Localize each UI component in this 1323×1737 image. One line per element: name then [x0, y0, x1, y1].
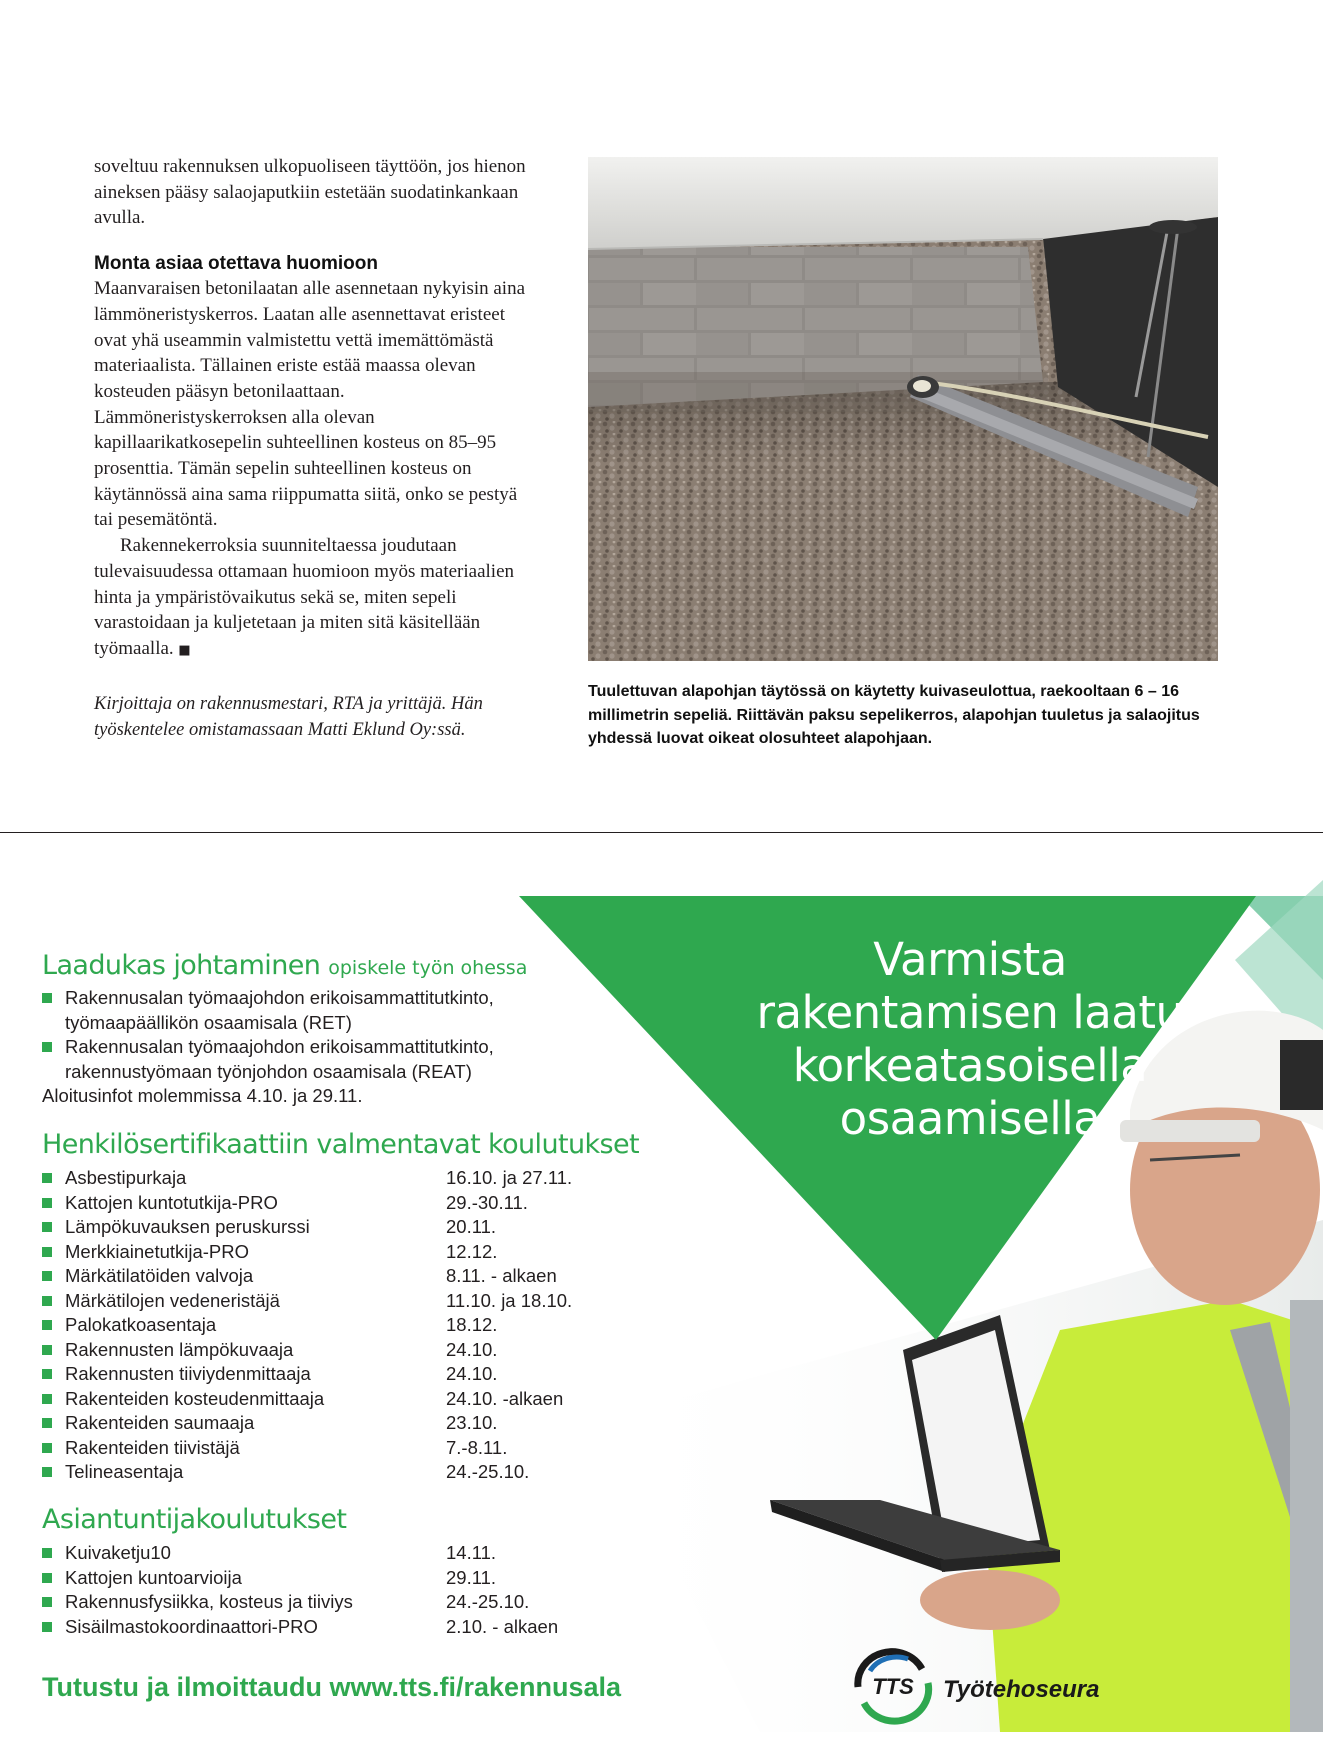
course-row — [42, 1289, 642, 1314]
bullet-icon — [42, 1320, 52, 1330]
course-name: Rakennusfysiikka, kosteus ja tiiviys — [65, 1591, 353, 1612]
course-row — [42, 1313, 642, 1338]
logo-mark: TTS — [872, 1674, 914, 1699]
bullet-icon — [42, 1271, 52, 1281]
list-item-continuation: rakennustyömaan työnjohdon osaamisala (REAT) — [65, 1060, 472, 1082]
course-name: Rakenteiden saumaaja — [65, 1412, 255, 1433]
author-note: Kirjoittaja on rakennusmestari, RTA ja yrittäjä. Hän työskentelee omistamassaan Matti Eklund Oy:ssä. — [94, 694, 483, 740]
course-name: Märkätilojen vedeneristäjä — [65, 1289, 280, 1311]
bullet-icon — [42, 1369, 52, 1379]
end-mark: ■ — [178, 642, 191, 658]
bullet-icon — [42, 1394, 52, 1404]
course-row — [42, 1566, 642, 1591]
article-subheading: Monta asiaa otettava huomioon — [94, 253, 378, 275]
bullet-icon — [42, 1345, 52, 1355]
course-row — [42, 1590, 642, 1615]
article-paragraph: Rakennekerroksia suunniteltaessa joudutaan tulevaisuudessa ottamaan huomioon myös materiaalien hinta ja ympäristövaikutus sekä se, miten sepeli varastoidaan ja kuljetetaan ja miten sitä käsitellään työmaalla. ■ — [94, 535, 515, 659]
course-row — [42, 1411, 642, 1436]
course-row — [42, 1460, 642, 1485]
expert-course-list — [42, 1541, 642, 1639]
course-date: 29.11. — [446, 1566, 497, 1588]
crawlspace-photo — [588, 157, 1218, 661]
course-date: 11.10. ja 18.10. — [446, 1289, 573, 1311]
course-row — [42, 1436, 642, 1461]
course-name: Merkkiainetutkija-PRO — [65, 1240, 250, 1262]
course-date: 16.10. ja 27.11. — [446, 1167, 573, 1188]
bullet-icon — [42, 1467, 52, 1477]
course-row — [42, 1615, 642, 1640]
course-row — [42, 1191, 642, 1216]
course-name: Märkätilatöiden valvoja — [65, 1265, 254, 1286]
info-note: Aloitusinfot molemmissa 4.10. ja 29.11. — [42, 1085, 363, 1106]
course-name: Asbestipurkaja — [65, 1167, 187, 1188]
course-name: Rakennusten tiiviydenmittaaja — [65, 1363, 311, 1384]
course-name: Lämpökuvauksen peruskurssi — [65, 1216, 310, 1237]
bullet-icon — [42, 1418, 52, 1428]
course-name: Rakenteiden tiivistäjä — [65, 1436, 240, 1458]
bullet-icon — [42, 1573, 52, 1583]
course-name: Kattojen kuntoarvioija — [65, 1566, 242, 1588]
course-date: 8.11. - alkaen — [446, 1265, 557, 1286]
bullet-icon — [42, 1173, 52, 1183]
course-row — [42, 1387, 642, 1412]
course-date: 24.10. — [446, 1338, 498, 1360]
article-paragraph: soveltuu rakennuksen ulkopuoliseen täyttöön, jos hienon aineksen pääsy salaojaputkiin estetään suodatinkankaan avulla. — [94, 156, 526, 229]
list-item: Rakennusalan työmaajohdon erikoisammattitutkinto, — [42, 1035, 494, 1060]
course-name: Sisäilmastokoordinaattori-PRO — [65, 1615, 318, 1637]
certificate-course-list — [42, 1166, 642, 1485]
bullet-icon — [42, 1622, 52, 1632]
bullet-icon — [42, 1597, 52, 1607]
course-date: 12.12. — [446, 1240, 498, 1262]
course-date: 23.10. — [446, 1412, 498, 1433]
course-date: 29.-30.11. — [446, 1191, 528, 1213]
article-body — [94, 154, 539, 664]
course-row — [42, 1338, 642, 1363]
course-row — [42, 1240, 642, 1265]
section-subtitle: opiskele työn ohessa — [328, 957, 528, 979]
bullet-icon — [42, 1222, 52, 1232]
photo-caption: Tuulettuvan alapohjan täytössä on käytetty kuivaseulottua, raekooltaan 6 – 16 millimetrin sepeliä. Riittävän paksu sepelikerros, alapohjan tuuletus ja salaojitus yhdessä luovat oikeat olosuhteet alapohjaan. — [588, 683, 1200, 747]
course-name: Kuivaketju10 — [65, 1542, 171, 1563]
course-date: 7.-8.11. — [446, 1436, 508, 1458]
section-title-laadukas-johtaminen: Laadukas johtaminen opiskele työn ohessa — [42, 950, 528, 981]
course-row — [42, 1166, 642, 1191]
bullet-icon — [42, 993, 52, 1003]
bullet-icon — [42, 1548, 52, 1558]
course-date: 14.11. — [446, 1542, 497, 1563]
list-item-continuation: työmaapäällikön osaamisala (RET) — [65, 1011, 352, 1033]
brand-name: Työtehoseura — [943, 1676, 1100, 1703]
course-date: 20.11. — [446, 1216, 497, 1237]
course-row — [42, 1264, 642, 1289]
bullet-icon — [42, 1198, 52, 1208]
course-row — [42, 1215, 642, 1240]
bullet-icon — [42, 1296, 52, 1306]
section-title-asiantuntijakoulutukset: Asiantuntijakoulutukset — [42, 1504, 347, 1535]
course-date: 2.10. - alkaen — [446, 1615, 559, 1637]
degree-list — [42, 986, 494, 1109]
article-paragraph: Maanvaraisen betonilaatan alle asennetaan nykyisin aina lämmöneristyskerros. Laatan alle asennettavat eristeet ovat yhä useammin valmistettu vettä imemättömästä materiaalista. Tällainen eriste estää maassa olevan kosteuden pääsyn betonilaattaan. Lämmöneristyskerroksen alla olevan kapillaarikatkosepelin suhteellinen kosteus on 85–95 prosenttia. Tämän sepelin suhteellinen kosteus on käytännössä aina sama riippumatta siitä, onko se pestyä tai pesemätöntä. — [94, 278, 526, 531]
course-date: 18.12. — [446, 1314, 498, 1335]
course-date: 24.-25.10. — [446, 1591, 530, 1612]
bullet-icon — [42, 1042, 52, 1052]
ad-tagline: Varmista rakentamisen laatu korkeatasoisella osaamisella — [756, 933, 1184, 1145]
course-date: 24.-25.10. — [446, 1461, 530, 1482]
divider — [0, 832, 1323, 833]
bullet-icon — [42, 1443, 52, 1453]
bullet-icon — [42, 1247, 52, 1257]
course-name: Palokatkoasentaja — [65, 1314, 217, 1335]
course-date: 24.10. -alkaen — [446, 1387, 564, 1409]
course-row — [42, 1362, 642, 1387]
tts-logo-icon — [848, 1645, 938, 1725]
section-title-henkilosertifikaatti: Henkilösertifikaattiin valmentavat koulutukset — [42, 1129, 639, 1160]
course-date: 24.10. — [446, 1363, 498, 1384]
course-name: Rakennusten lämpökuvaaja — [65, 1338, 294, 1360]
course-name: Rakenteiden kosteudenmittaaja — [65, 1387, 325, 1409]
list-item: Rakennusalan työmaajohdon erikoisammattitutkinto, — [42, 986, 494, 1011]
course-row — [42, 1541, 642, 1566]
course-name: Kattojen kuntotutkija-PRO — [65, 1191, 278, 1213]
registration-link[interactable]: Tutustu ja ilmoittaudu www.tts.fi/rakennusala — [42, 1672, 622, 1702]
course-name: Telineasentaja — [65, 1461, 184, 1482]
